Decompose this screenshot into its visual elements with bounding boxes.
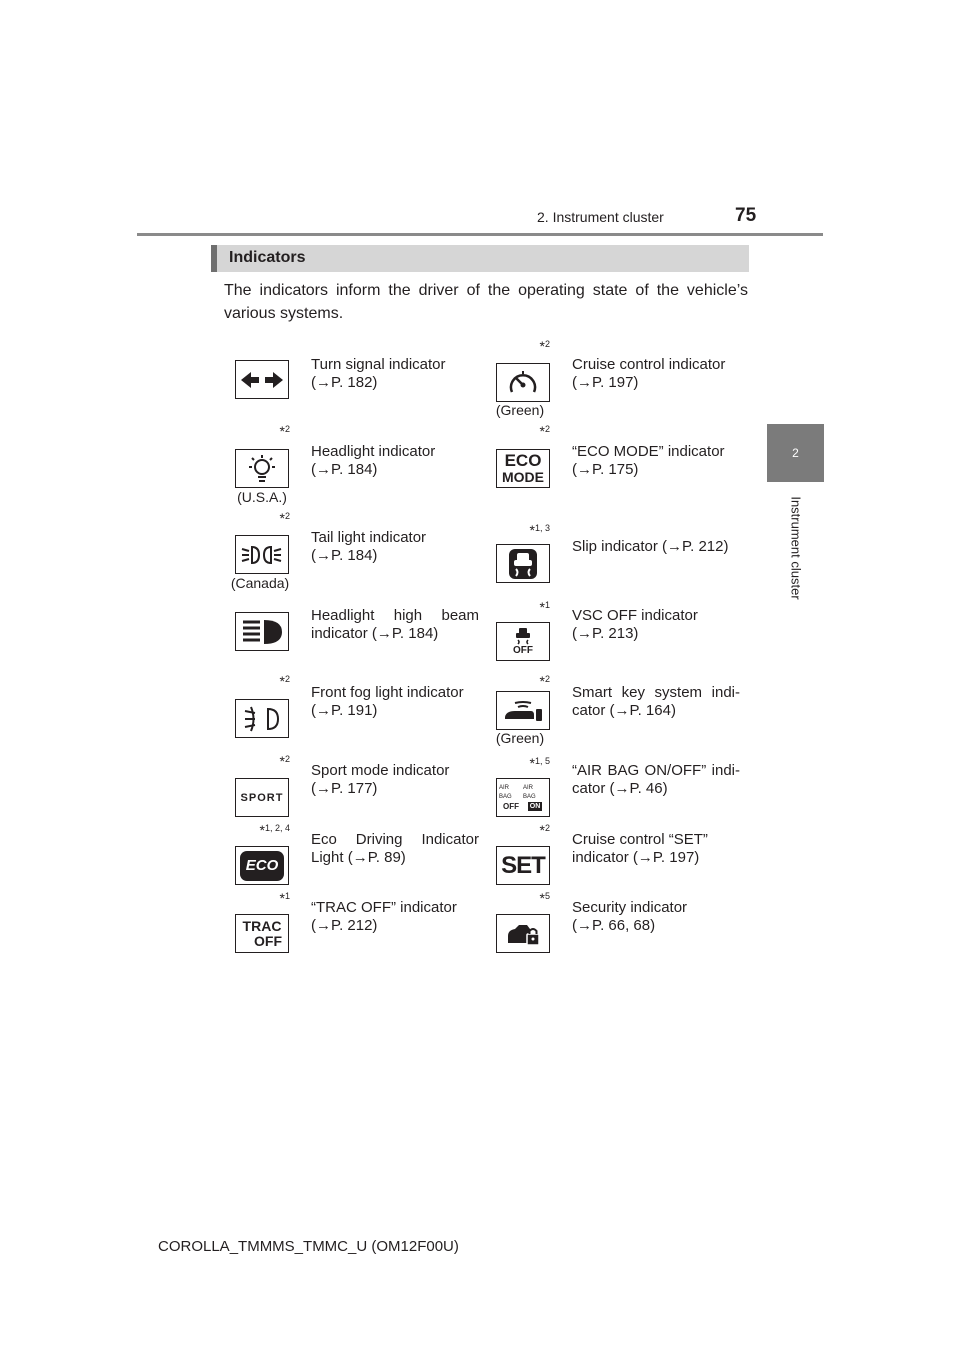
eco-icon-label: ECO xyxy=(240,851,284,881)
footnote-mark: *$^2$ xyxy=(539,423,550,439)
set-label: SET xyxy=(501,851,545,879)
mode-label: MODE xyxy=(502,468,544,485)
footnote-mark: *$^{1, 5}$ xyxy=(529,755,550,771)
slip-icon xyxy=(496,544,550,583)
high-beam-icon xyxy=(235,612,289,651)
eco-mode-icon xyxy=(496,449,550,488)
cruise-control-desc: Cruise control indicator (→P. 197) xyxy=(572,356,726,391)
air-bag-desc: “AIR BAG ON/OFF” indi- cator (→P. 46) xyxy=(572,762,740,797)
air-bag-icon xyxy=(496,778,550,817)
smart-key-desc: Smart key system indi- cator (→P. 164) xyxy=(572,684,740,719)
front-fog-desc: Front fog light indicator (→P. 191) xyxy=(311,684,464,719)
eco-mode-desc: “ECO MODE” indicator (→P. 175) xyxy=(572,443,725,478)
slip-desc: Slip indicator (→P. 212) xyxy=(572,538,729,555)
page-number: 75 xyxy=(735,205,757,226)
chapter-tab-label[interactable]: Instrument cluster xyxy=(788,495,803,600)
footnote-mark: *$^1$ xyxy=(279,890,290,906)
footnote-mark: *$^2$ xyxy=(279,673,290,689)
security-icon xyxy=(496,914,550,953)
air-bag-off-heading: AIR BAG xyxy=(499,785,512,800)
footnote-mark: *$^5$ xyxy=(539,890,550,906)
smart-key-icon xyxy=(496,691,550,730)
trac-off-desc: “TRAC OFF” indicator (→P. 212) xyxy=(311,899,457,934)
region-caption: (Canada) xyxy=(230,575,290,591)
footnote-mark: *$^2$ xyxy=(279,423,290,439)
trac-off-icon xyxy=(235,914,289,953)
turn-signal-icon xyxy=(235,360,289,399)
vsc-off-label: OFF xyxy=(513,645,533,656)
running-header-section: 2. Instrument cluster xyxy=(537,209,664,225)
eco-label: ECO xyxy=(504,450,542,470)
sport-mode-desc: Sport mode indicator (→P. 177) xyxy=(311,762,450,797)
footnote-mark: *$^{1, 3}$ xyxy=(529,522,550,538)
region-caption: (U.S.A.) xyxy=(237,489,287,505)
security-desc: Security indicator (→P. 66, 68) xyxy=(572,899,688,934)
sport-icon-label: SPORT xyxy=(240,791,284,804)
tail-light-desc: Tail light indicator (→P. 184) xyxy=(311,529,427,564)
air-bag-on-label: ON xyxy=(529,803,541,810)
document-footer: COROLLA_TMMMS_TMMC_U (OM12F00U) xyxy=(158,1238,459,1255)
off-label: OFF xyxy=(254,932,282,949)
high-beam-desc: Headlight high beam indicator (→P. 184) xyxy=(311,607,479,642)
section-title: Indicators xyxy=(229,249,306,266)
color-caption: (Green) xyxy=(495,402,545,418)
footnote-mark: *$^2$ xyxy=(279,510,290,526)
tail-light-icon xyxy=(235,535,289,574)
turn-signal-desc: Turn signal indicator (→P. 182) xyxy=(311,356,446,391)
eco-driving-desc: Eco Driving Indicator Light (→P. 89) xyxy=(311,831,479,866)
footnote-mark: *$^1$ xyxy=(539,599,550,615)
section-title-bar xyxy=(211,245,749,272)
cruise-set-desc: Cruise control “SET” indicator (→P. 197) xyxy=(572,831,708,866)
front-fog-icon xyxy=(235,699,289,738)
cruise-set-icon xyxy=(496,846,550,885)
footnote-mark: *$^2$ xyxy=(539,822,550,838)
header-rule xyxy=(137,233,823,236)
footnote-mark: *$^2$ xyxy=(539,673,550,689)
footnote-mark: *$^2$ xyxy=(279,753,290,769)
color-caption: (Green) xyxy=(495,730,545,746)
air-bag-on-heading: AIR BAG xyxy=(523,785,536,800)
air-bag-off-label: OFF xyxy=(503,802,519,811)
eco-driving-icon xyxy=(235,846,289,885)
headlight-desc: Headlight indicator (→P. 184) xyxy=(311,443,436,478)
cruise-control-icon xyxy=(496,363,550,402)
intro-paragraph: The indicators inform the driver of the operating state of the vehicle’s various systems. xyxy=(224,282,748,322)
vsc-off-desc: VSC OFF indicator (→P. 213) xyxy=(572,607,698,642)
footnote-mark: *$^{1, 2, 4}$ xyxy=(259,822,290,838)
chapter-tab-number[interactable]: 2 xyxy=(767,424,824,482)
footnote-mark: *$^2$ xyxy=(539,338,550,354)
sport-mode-icon xyxy=(235,778,289,817)
headlight-icon xyxy=(235,449,289,488)
trac-label: TRAC xyxy=(242,917,282,934)
vsc-off-icon xyxy=(496,622,550,661)
